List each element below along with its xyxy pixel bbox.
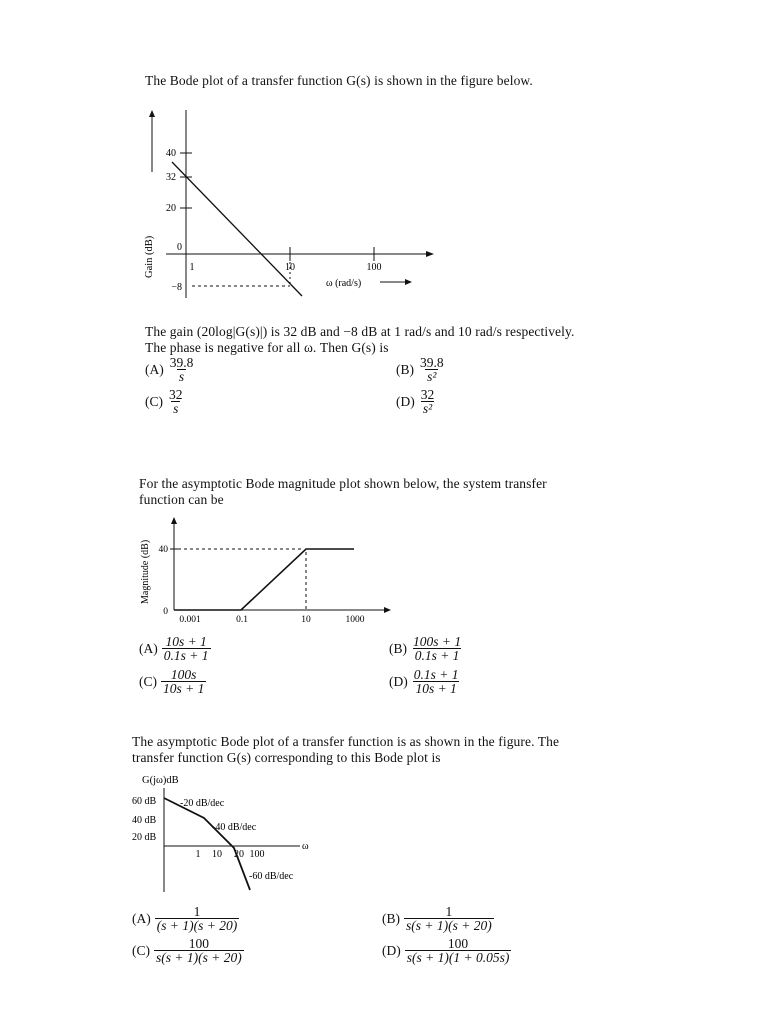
- option-numerator: 39.8: [420, 355, 444, 370]
- q2-magnitude-line: [174, 549, 354, 610]
- q1-intro: The Bode plot of a transfer function G(s) is shown in the figure below.: [145, 73, 533, 88]
- q3-slope-label: -40 dB/dec: [212, 822, 257, 833]
- q3-ytick-label: 60 dB: [132, 796, 157, 807]
- option-label: (A): [145, 361, 164, 377]
- option-numerator: 39.8: [169, 355, 194, 370]
- q1-bode-plot: [130, 100, 460, 305]
- option-denominator: 0.1s + 1: [163, 648, 209, 663]
- q3-ytick-label: 40 dB: [132, 815, 157, 826]
- option-label: (C): [145, 393, 163, 409]
- option-numerator: 1: [193, 904, 201, 919]
- q1-x-axis-arrow: [426, 251, 434, 257]
- option-label: (B): [382, 910, 400, 926]
- q1-ytick-label: 0: [177, 242, 182, 253]
- option-denominator: 0.1s + 1: [414, 648, 460, 663]
- q3-option-a[interactable]: [132, 905, 239, 932]
- option-label: (D): [382, 942, 401, 958]
- option-denominator: (s + 1)(s + 20): [156, 918, 238, 933]
- option-numerator: 10s + 1: [165, 634, 207, 649]
- q1-option-d[interactable]: [396, 388, 436, 415]
- q3-option-d[interactable]: [382, 937, 511, 964]
- option-label: (C): [139, 673, 157, 689]
- q1-ytick-label: 32: [166, 172, 176, 183]
- q2-ytick-label: 40: [158, 545, 168, 555]
- q1-xtick-label: 100: [366, 262, 382, 273]
- q2-xtick-label: 1000: [345, 615, 365, 625]
- q2-xtick-label: 0.001: [179, 615, 201, 625]
- option-denominator: s(s + 1)(s + 20): [406, 918, 492, 933]
- q1-option-a[interactable]: [145, 356, 195, 383]
- q3-slope-label: -60 dB/dec: [249, 871, 294, 882]
- q3-xlabel: ω: [302, 841, 309, 852]
- option-numerator: 1: [445, 904, 453, 919]
- q3-option-c[interactable]: [132, 937, 244, 964]
- option-label: (D): [396, 393, 415, 409]
- q3-text-line1: The asymptotic Bode plot of a transfer function is as shown in the figure. The: [132, 734, 560, 749]
- option-label: (B): [396, 361, 414, 377]
- q2-xtick-label: 0.1: [236, 615, 248, 625]
- option-denominator: s²: [427, 369, 437, 384]
- q3-xtick-label: 10: [212, 849, 222, 860]
- option-label: (C): [132, 942, 150, 958]
- q1-text-line2: The phase is negative for all ω. Then G(s) is: [145, 340, 389, 355]
- q3-slope-label: -20 dB/dec: [180, 798, 225, 809]
- option-label: (A): [139, 640, 158, 656]
- q1-ylabel: Gain (dB): [144, 235, 155, 278]
- q1-option-b[interactable]: [396, 356, 446, 383]
- q3-xtick-label: 1: [195, 849, 201, 860]
- q2-x-axis-arrow: [384, 607, 391, 613]
- q1-ytick-label: 40: [166, 148, 176, 159]
- option-label: (A): [132, 910, 151, 926]
- option-denominator: s(s + 1)(s + 20): [156, 950, 242, 965]
- q2-option-b[interactable]: [389, 635, 463, 662]
- q1-text-line1: The gain (20log|G(s)|) is 32 dB and −8 dB at 1 rad/s and 10 rad/s respectively.: [145, 324, 575, 339]
- option-denominator: 10s + 1: [163, 681, 205, 696]
- option-numerator: 100: [188, 936, 209, 951]
- q3-ylabel: G(jω)dB: [142, 775, 179, 786]
- q1-gain-line: [172, 162, 302, 296]
- q2-option-a[interactable]: [139, 635, 211, 662]
- option-denominator: s(s + 1)(1 + 0.05s): [406, 950, 510, 965]
- q1-xlabel: ω (rad/s): [326, 278, 362, 289]
- q2-ytick-label: 0: [163, 607, 168, 617]
- option-denominator: s: [178, 369, 185, 384]
- q2-bode-plot: [130, 512, 400, 630]
- q2-text-line1: For the asymptotic Bode magnitude plot shown below, the system transfer: [139, 476, 547, 491]
- q2-text-line2: function can be: [139, 492, 224, 507]
- q3-text-line2: transfer function G(s) corresponding to this Bode plot is: [132, 750, 441, 765]
- option-label: (B): [389, 640, 407, 656]
- q3-option-b[interactable]: [382, 905, 494, 932]
- q1-ytick-label: −8: [171, 282, 182, 293]
- q2-ylabel: Magnitude (dB): [140, 539, 151, 604]
- q2-option-d[interactable]: [389, 668, 461, 695]
- q3-bode-plot: [128, 768, 328, 896]
- option-numerator: 100s + 1: [413, 634, 462, 649]
- q1-ylabel-arrowhead: [149, 110, 155, 117]
- q1-xtick-label: 10: [285, 262, 295, 273]
- q3-ytick-label: 20 dB: [132, 832, 157, 843]
- option-denominator: s²: [422, 401, 433, 416]
- option-numerator: 100s: [170, 667, 197, 682]
- option-numerator: 100: [447, 936, 469, 951]
- q1-ytick-label: 20: [166, 203, 176, 214]
- q3-xtick-label: 100: [249, 849, 265, 860]
- q1-option-c[interactable]: [145, 388, 185, 415]
- q2-xtick-label: 10: [301, 615, 311, 625]
- option-numerator: 0.1s + 1: [413, 667, 459, 682]
- q2-y-axis-arrow: [171, 517, 177, 524]
- option-numerator: 32: [169, 387, 183, 402]
- q1-xlabel-arrowhead: [405, 279, 412, 285]
- option-denominator: s: [173, 401, 179, 416]
- q3-asymptote-line: [164, 798, 250, 890]
- q1-xtick-label: 1: [189, 262, 195, 273]
- option-numerator: 32: [420, 387, 435, 402]
- option-denominator: 10s + 1: [415, 681, 457, 696]
- q3-xtick-label: 20: [234, 849, 244, 860]
- option-label: (D): [389, 673, 408, 689]
- q2-option-c[interactable]: [139, 668, 206, 695]
